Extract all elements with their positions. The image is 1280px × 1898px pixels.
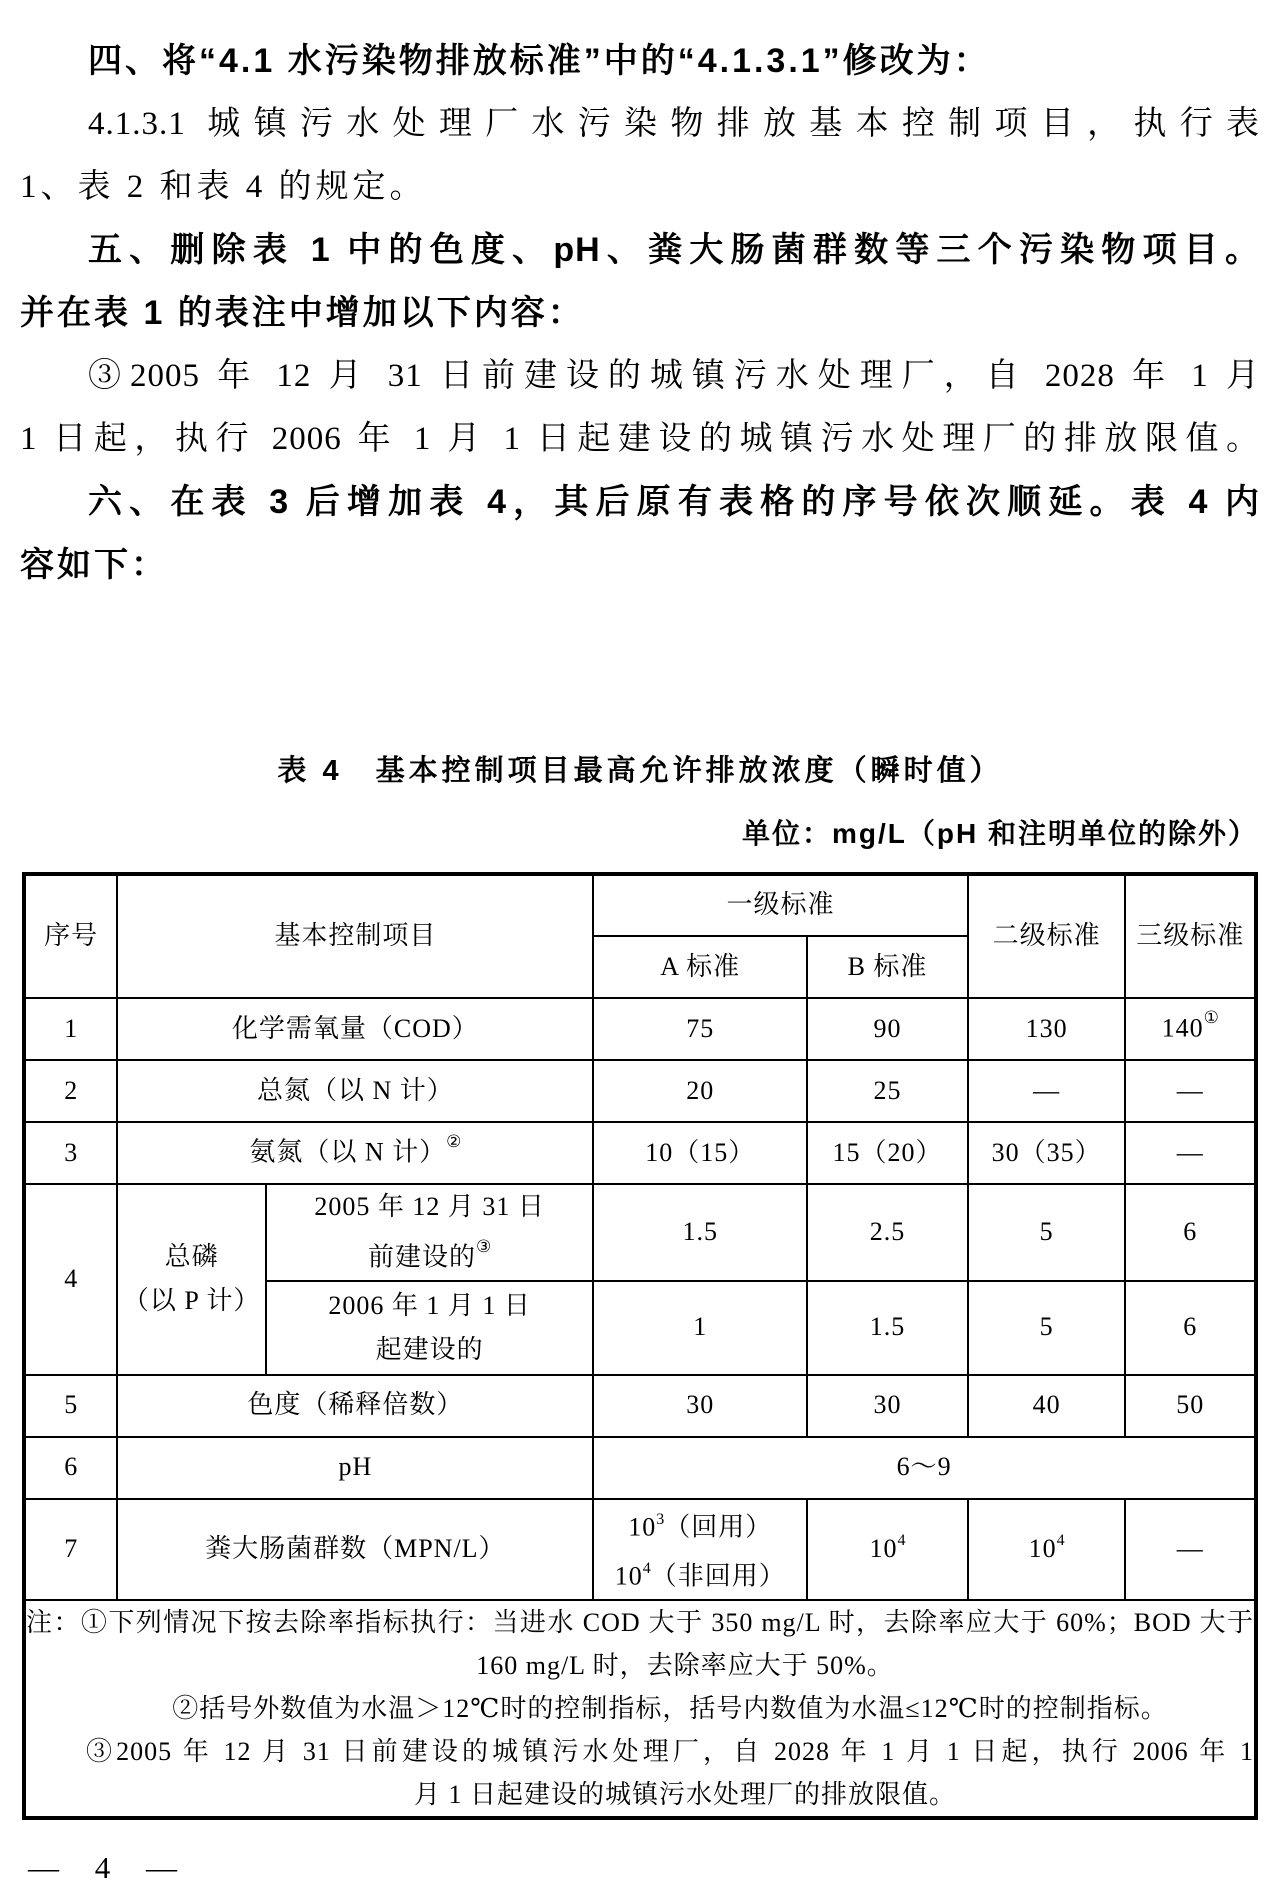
table-row-1 <box>24 998 1256 1060</box>
cell-seq: 7 <box>24 1499 117 1600</box>
cell-b: 90 <box>807 998 968 1060</box>
cell-a: 75 <box>593 998 807 1060</box>
cell-b: 15（20） <box>807 1122 968 1184</box>
cell-level3: — <box>1125 1122 1256 1184</box>
table-title: 表 4 基本控制项目最高允许排放浓度（瞬时值） <box>277 755 1003 787</box>
page-number: — 4 — <box>28 1850 191 1885</box>
col-header-level3: 三级标准 <box>1125 874 1256 998</box>
cell-seq: 2 <box>24 1060 117 1122</box>
body-line: 1、表 2 和表 4 的规定。 <box>20 169 427 205</box>
cell-b: 30 <box>807 1375 968 1437</box>
table-row-6 <box>24 1437 1256 1499</box>
cell-level3: 140① <box>1125 998 1256 1060</box>
cell-item: 总氮（以 N 计） <box>117 1060 593 1122</box>
col-header-item: 基本控制项目 <box>117 874 593 998</box>
cell-b: $10^4$ <box>807 1499 968 1600</box>
cell-item: 化学需氧量（COD） <box>117 998 593 1060</box>
note-ref-1: ① <box>1203 1008 1219 1028</box>
cell-level2: 130 <box>968 998 1126 1060</box>
heading-section-5: 五、删除表 1 中的色度、pH、粪大肠菌群数等三个污染物项目。 <box>88 231 1260 269</box>
cell-item: 色度（稀释倍数） <box>117 1375 593 1437</box>
body-line: 4.1.3.1 城镇污水处理厂水污染物排放基本控制项目，执行表 <box>88 106 1260 142</box>
cell-level3: — <box>1125 1499 1256 1600</box>
cell-a: 20 <box>593 1060 807 1122</box>
cell-level3: 6 <box>1125 1281 1256 1375</box>
cell-seq: 1 <box>24 998 117 1060</box>
table-row-4a <box>24 1184 1256 1281</box>
cell-seq: 5 <box>24 1375 117 1437</box>
table4-discharge-limits <box>22 872 1258 1820</box>
cell-ph-range: 6～9 <box>593 1437 1256 1499</box>
cell-a: 1.5 <box>593 1184 807 1281</box>
table-row-3 <box>24 1122 1256 1184</box>
table-notes <box>24 1600 1256 1818</box>
cell-level2: $10^4$ <box>968 1499 1126 1600</box>
cell-level2: 5 <box>968 1184 1126 1281</box>
cell-b: 2.5 <box>807 1184 968 1281</box>
cell-b: 25 <box>807 1060 968 1122</box>
cell-b: 1.5 <box>807 1281 968 1375</box>
note-ref-3: ③ <box>476 1237 492 1256</box>
cell-level3: 50 <box>1125 1375 1256 1437</box>
cell-level3: 6 <box>1125 1184 1256 1281</box>
note-1-line-2: 160 mg/L 时，去除率应大于 50%。 <box>476 1650 894 1680</box>
body-line: ③2005 年 12 月 31 日前建设的城镇污水处理厂，自 2028 年 1 月 <box>88 358 1260 394</box>
note-ref-2: ② <box>446 1132 462 1152</box>
cell-a: $10^3$（回用） $10^4$（非回用） <box>593 1499 807 1600</box>
heading-line: 并在表 1 的表注中增加以下内容： <box>20 294 585 332</box>
cell-seq: 3 <box>24 1122 117 1184</box>
heading-section-4: 四、将“4.1 水污染物排放标准”中的“4.1.3.1”修改为： <box>88 42 991 80</box>
cell-seq: 6 <box>24 1437 117 1499</box>
body-text-block <box>20 30 1260 597</box>
col-header-level1a: A 标准 <box>593 936 807 998</box>
cell-item: pH <box>117 1437 593 1499</box>
cell-item-sub1: 2005 年 12 月 31 日 前建设的③ <box>266 1184 593 1281</box>
cell-level2: 40 <box>968 1375 1126 1437</box>
table-notes-row <box>24 1600 1256 1818</box>
cell-item: 粪大肠菌群数（MPN/L） <box>117 1499 593 1600</box>
table-row-5 <box>24 1375 1256 1437</box>
col-header-level2: 二级标准 <box>968 874 1126 998</box>
cell-item-group: 总磷 （以 P 计） <box>117 1184 266 1375</box>
cell-seq: 4 <box>24 1184 117 1375</box>
cell-item: 氨氮（以 N 计）② <box>117 1122 593 1184</box>
note-2: ②括号外数值为水温＞12℃时的控制指标，括号内数值为水温≤12℃时的控制指标。 <box>172 1693 1168 1723</box>
cell-level2: 5 <box>968 1281 1126 1375</box>
cell-item-sub2: 2006 年 1 月 1 日 起建设的 <box>266 1281 593 1375</box>
col-header-level1: 一级标准 <box>593 874 968 936</box>
note-3-line-1: ③2005 年 12 月 31 日前建设的城镇污水处理厂，自 2028 年 1 月 1 日起，执行 2006 年 1 <box>86 1736 1254 1766</box>
cell-a: 30 <box>593 1375 807 1437</box>
table-unit-note: 单位：mg/L（pH 和注明单位的除外） <box>742 818 1258 849</box>
col-header-seq: 序号 <box>24 874 117 998</box>
table-row-2 <box>24 1060 1256 1122</box>
heading-line: 容如下： <box>20 546 168 584</box>
col-header-level1b: B 标准 <box>807 936 968 998</box>
cell-level2: 30（35） <box>968 1122 1126 1184</box>
note-1-line-1: 注：①下列情况下按去除率指标执行：当进水 COD 大于 350 mg/L 时，去除率应大于 60%；BOD 大于 <box>26 1607 1255 1637</box>
note-3-line-2: 月 1 日起建设的城镇污水处理厂的排放限值。 <box>413 1779 956 1809</box>
cell-level2: — <box>968 1060 1126 1122</box>
table-row-7 <box>24 1499 1256 1600</box>
cell-a: 1 <box>593 1281 807 1375</box>
body-line: 1 日起，执行 2006 年 1 月 1 日起建设的城镇污水处理厂的排放限值。 <box>20 421 1260 457</box>
heading-section-6: 六、在表 3 后增加表 4，其后原有表格的序号依次顺延。表 4 内 <box>88 483 1260 521</box>
cell-level3: — <box>1125 1060 1256 1122</box>
header-row-1 <box>24 874 1256 936</box>
cell-a: 10（15） <box>593 1122 807 1184</box>
